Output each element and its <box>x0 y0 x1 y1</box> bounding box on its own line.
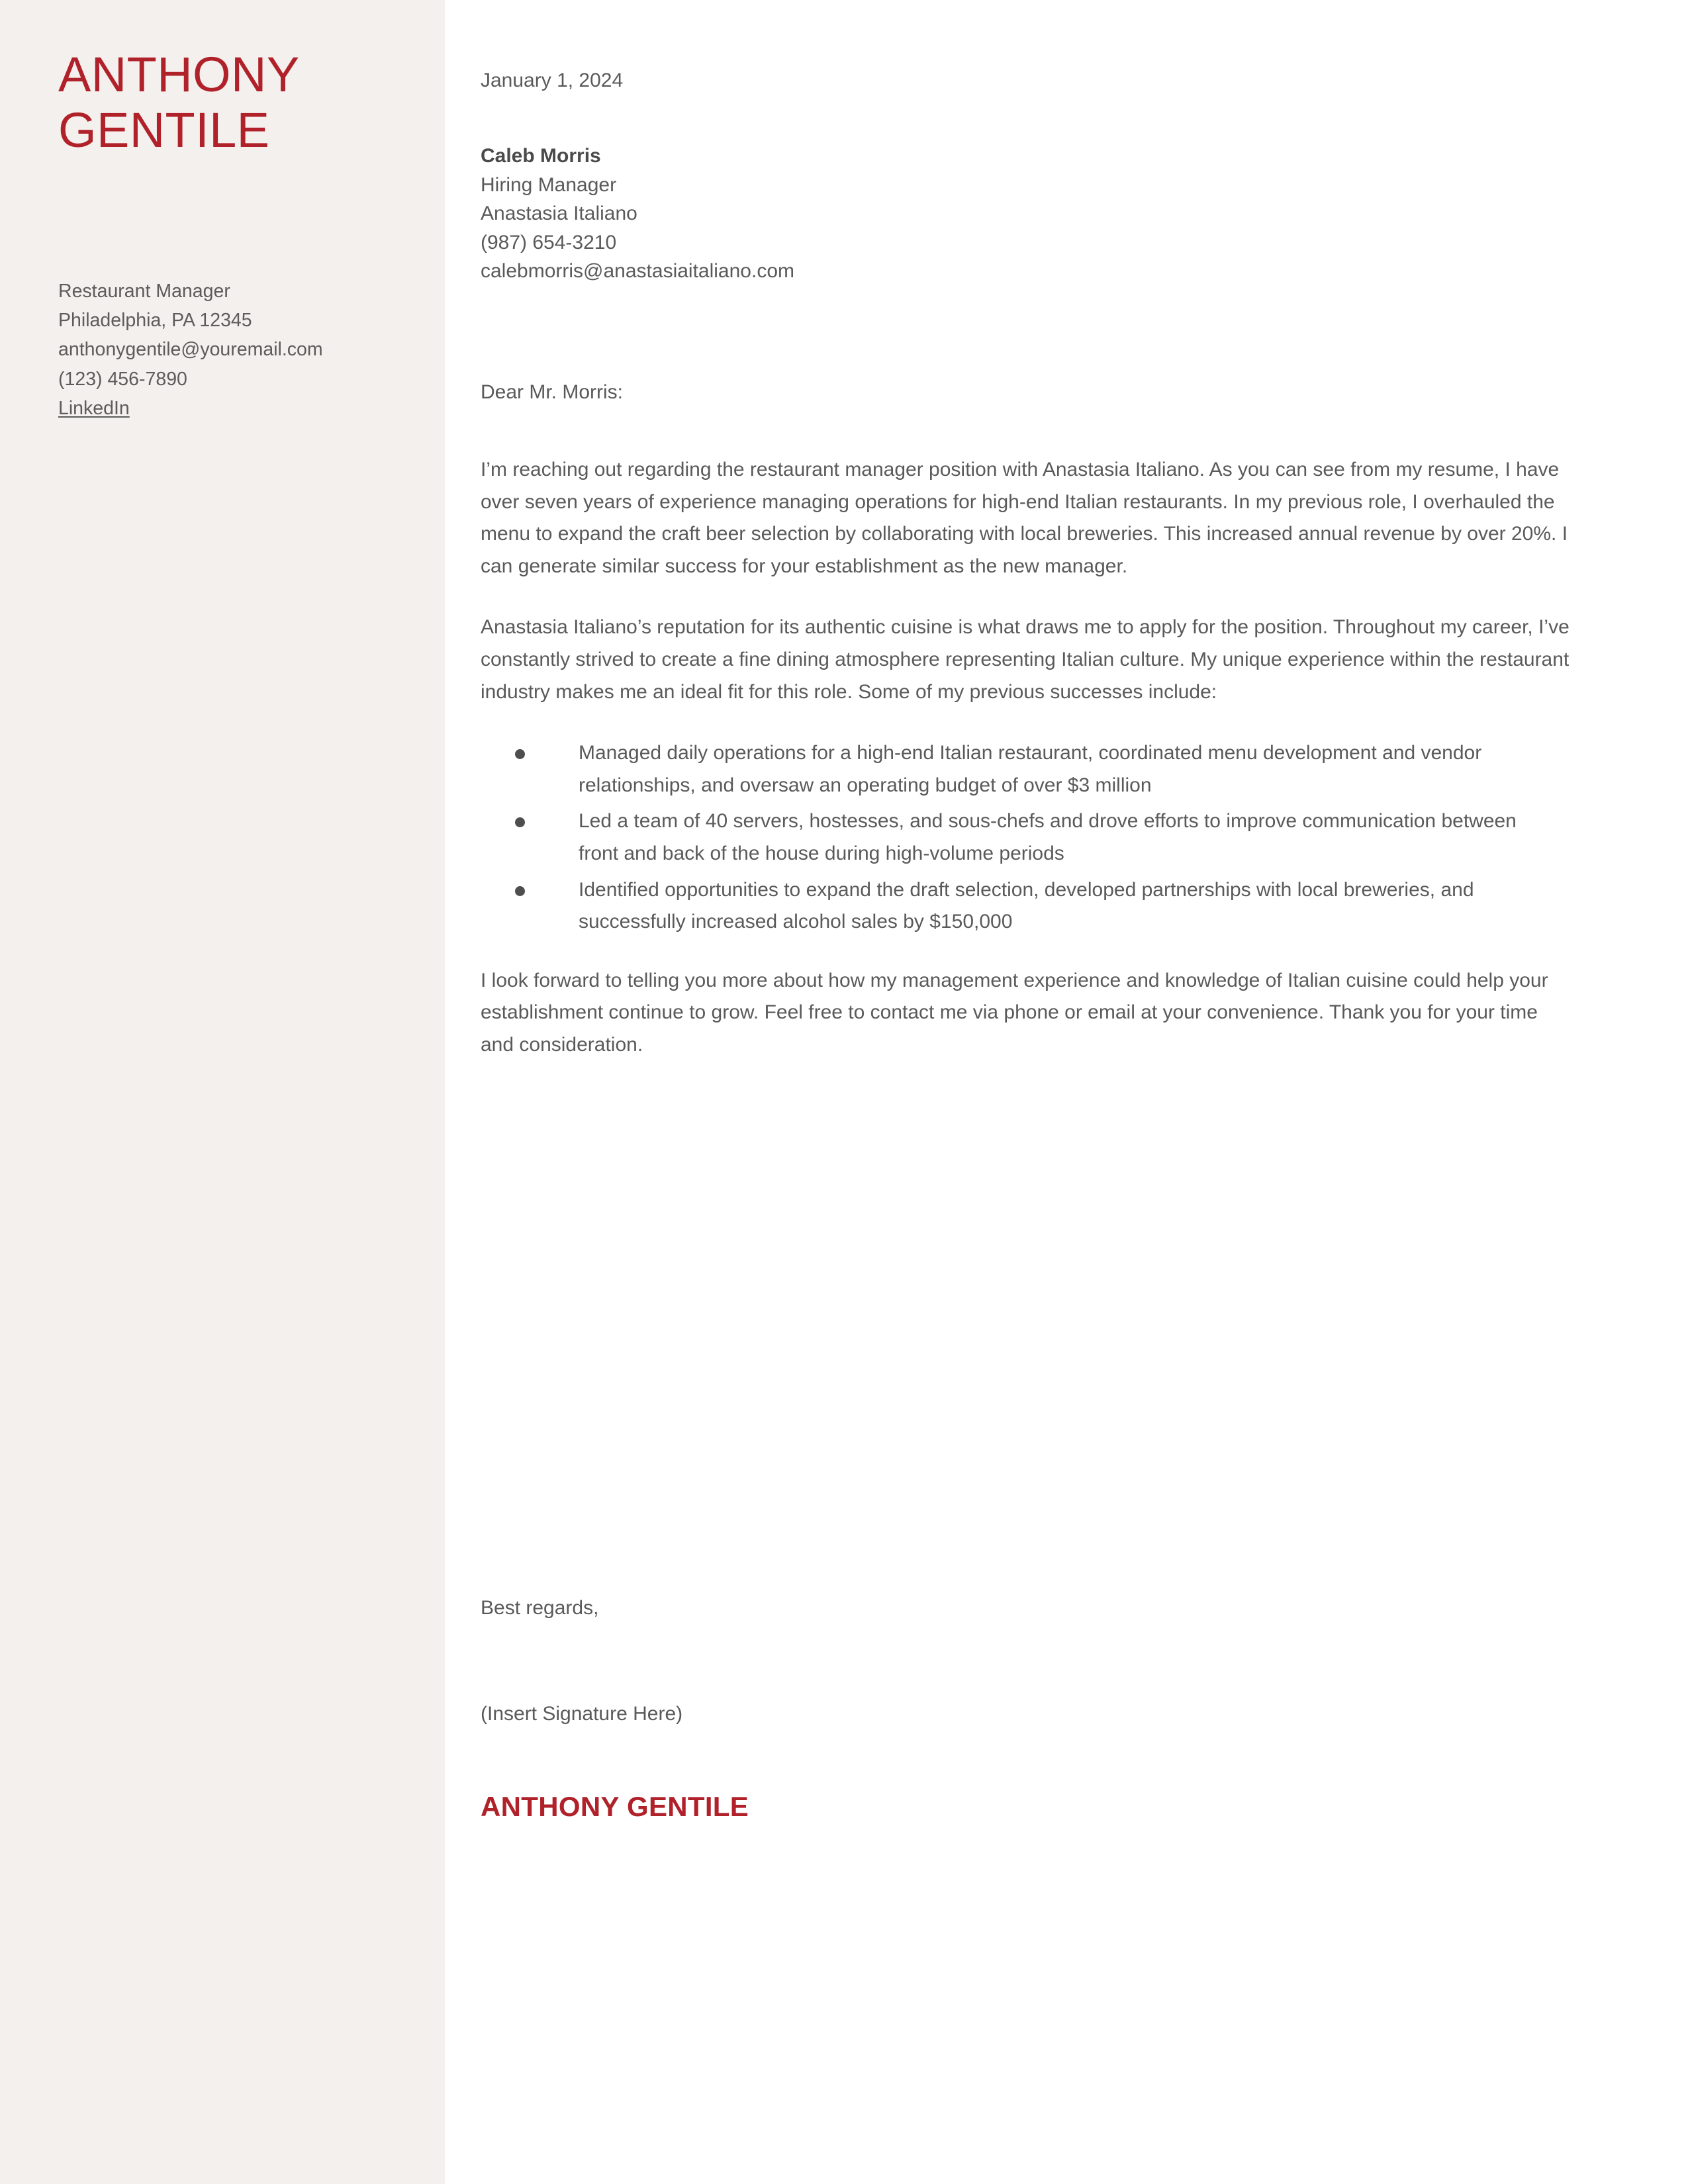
recipient-name: Caleb Morris <box>481 145 601 167</box>
applicant-phone: (123) 456-7890 <box>58 368 187 390</box>
applicant-contact-block <box>58 277 442 423</box>
letter-date: January 1, 2024 <box>481 69 624 91</box>
salutation: Dear Mr. Morris: <box>481 381 624 403</box>
list-item <box>481 737 1540 801</box>
list-item-text: Managed daily operations for a high-end Italian restaurant, coordinated menu development and vendor relationships, and oversaw an operating budget of over $3 million <box>579 742 1482 796</box>
recipient-email: calebmorris@anastasiaitaliano.com <box>481 260 794 282</box>
recipient-block <box>481 142 1579 286</box>
signature-placeholder: (Insert Signature Here) <box>481 1702 683 1725</box>
achievements-list <box>481 737 1540 938</box>
applicant-email: anthonygentile@youremail.com <box>58 339 323 361</box>
letter-content <box>481 454 1570 1091</box>
closing-paragraph: I look forward to telling you more about how my management experience and knowledge of Italian cuisine could help your establishment continue to grow. Feel free to contact me via phone or email at your convenience. Thank you for your time and consideration. <box>481 969 1548 1056</box>
recipient-company: Anastasia Italiano <box>481 203 637 224</box>
list-item-text: Identified opportunities to expand the draft selection, developed partnerships with local breweries, and successfully increased alcohol sales by $150,000 <box>579 878 1474 933</box>
body-paragraph-1: I’m reaching out regarding the restaurant manager position with Anastasia Italiano. As you can see from my resume, I have over seven years of experience managing operations for high-end Italian restaurants. In my previous role, I overhauled the menu to expand the craft beer selection by collaborating with local breweries. This increased annual revenue by over 20%. I can generate similar success for your establishment as the new manager. <box>481 459 1568 577</box>
letter-body <box>481 0 1579 2184</box>
signature-block <box>481 1594 1570 1822</box>
applicant-first-name: ANTHONY <box>58 47 300 102</box>
applicant-job-title: Restaurant Manager <box>58 281 230 302</box>
signature-name: ANTHONY GENTILE <box>481 1791 749 1822</box>
list-item <box>481 805 1540 870</box>
body-paragraph-2: Anastasia Italiano’s reputation for its authentic cuisine is what draws me to apply for the position. Throughout my career, I’ve constantly strived to create a fine dining atmosphere representing Italian culture. My unique experience within the restaurant industry makes me an ideal fit for this role. Some of my previous successes include: <box>481 616 1570 703</box>
recipient-phone: (987) 654-3210 <box>481 231 617 253</box>
list-item <box>481 874 1540 938</box>
sidebar <box>0 0 445 2184</box>
applicant-last-name: GENTILE <box>58 103 270 158</box>
bullet-dot-icon <box>515 886 525 896</box>
bullet-dot-icon <box>515 817 525 827</box>
recipient-title: Hiring Manager <box>481 173 617 196</box>
list-item-text: Led a team of 40 servers, hostesses, and sous-chefs and drove efforts to improve communication between front and back of the house during high-volume periods <box>579 810 1517 864</box>
linkedin-link[interactable]: LinkedIn <box>58 397 130 419</box>
applicant-location: Philadelphia, PA 12345 <box>58 310 252 332</box>
applicant-name-heading <box>58 47 429 161</box>
bullet-dot-icon <box>515 749 525 759</box>
sign-off: Best regards, <box>481 1597 599 1619</box>
